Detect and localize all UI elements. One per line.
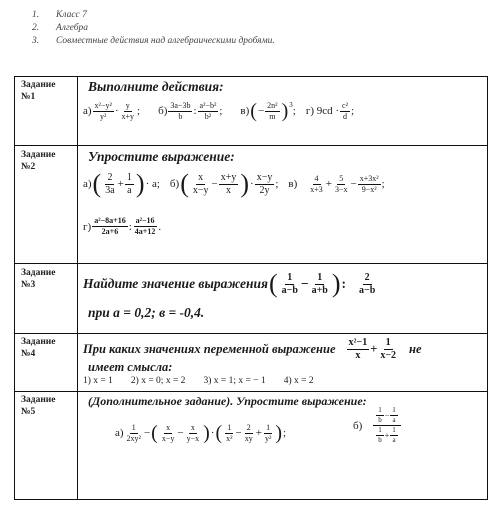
fraction: $\frac{x+y}{x}$ <box>220 171 237 196</box>
task-5-expression-a: а) $\frac{1}{\text{2xy²}}$ − ( $\frac{x}{x-y}$ − $\frac{x}{y-x}$ ) · ( $\frac{1}{\text{x²}}$ − $\frac{2}{xy}$ + $\frac{1}{\text{y²}}$ ) ; <box>115 422 287 444</box>
fraction: $\frac{y}{x+y}$ <box>121 100 135 121</box>
fraction: $\frac{1}{a-b}$ <box>281 271 298 296</box>
task-3-values: при a = 0,2; в = -0,4. <box>88 305 205 320</box>
fraction: $\frac{x}{x-y}$ <box>192 171 209 196</box>
task-5-expression-b: б) $\frac{1}{b}$ − $\frac{1}{a}$ $\frac{1}{b}$ + $\frac{1}{a}$ <box>353 407 402 444</box>
fraction: $\frac{1}{a+b}$ <box>311 271 328 296</box>
complex-fraction: $\frac{1}{b}$ − $\frac{1}{a}$ $\frac{1}{b}$ + $\frac{1}{a}$ <box>373 407 401 444</box>
fraction: $\frac{x}{x-y}$ <box>161 422 175 443</box>
row-divider <box>15 391 487 392</box>
fraction: $\frac{\text{x²−1}}{x}$ <box>348 337 368 361</box>
fraction: $\frac{1}{a}$ <box>392 406 396 424</box>
fraction: $\frac{2}{xy}$ <box>244 422 253 443</box>
task-4-options <box>83 376 314 386</box>
fraction: $\frac{x-y}{2y}$ <box>256 171 273 196</box>
fraction: $\frac{\text{x²−y²}}{\text{y²}}$ <box>94 100 112 121</box>
fraction: $\frac{\text{a²−8a+16}}{2a+6}$ <box>94 216 126 236</box>
fraction: $\frac{1}{a}$ <box>392 426 396 444</box>
answer-option: 1) x = 1 <box>83 376 113 386</box>
fraction: $\frac{1}{a}$ <box>126 171 132 196</box>
task-5-label: Задание №5 <box>21 395 56 417</box>
fraction: $\frac{x}{y-x}$ <box>186 422 200 443</box>
fraction: $\frac{\text{2n²}}{m}$ <box>267 100 278 121</box>
task-2-expressions-row1: а) ( $\frac{2}{3a}$ + $\frac{1}{a}$ ) · a; б) ( $\frac{x}{x-y}$ − $\frac{x+y}{x}$ ) · $\frac{x-y}{2y}$ ; в) $\frac{4}{x+3}$ + $\frac{5}{3-x}$ − $\frac{\text{x+3x²}}{\text{9−x²}}$ ; <box>83 169 385 198</box>
task-4-line2: имеет смысла: <box>88 360 173 374</box>
fraction: $\frac{\text{a²−16}}{4a+12}$ <box>134 216 156 236</box>
answer-option: 2) x = 0; x = 2 <box>130 376 186 386</box>
row-divider <box>15 263 487 264</box>
task-3-label: Задание №3 <box>21 268 56 290</box>
tasks-table <box>14 76 488 500</box>
task-3-expression: Найдите значение выражения ( $\frac{1}{a-b}$ − $\frac{1}{a+b}$ ) : $\frac{2}{a-b}$ <box>83 269 376 298</box>
header-item: 1. Класс 7 <box>32 10 87 20</box>
answer-option: 3) x = 1; x = − 1 <box>203 376 266 386</box>
fraction: $\frac{1}{x-2}$ <box>380 337 397 361</box>
task-2-expressions-row2: г) $\frac{\text{a²−8a+16}}{2a+6}$ : $\frac{\text{a²−16}}{4a+12}$ . <box>83 216 162 236</box>
header-item: 3. Совместные действия над алгебраическими дробями. <box>32 36 275 46</box>
column-divider <box>77 77 78 499</box>
fraction: $\frac{1}{b}$ <box>378 426 382 444</box>
fraction: $\frac{2}{a-b}$ <box>359 271 376 296</box>
task-1-title: Выполните действия: <box>88 79 224 94</box>
row-divider <box>15 145 487 146</box>
header-item: 2. Алгебра <box>32 23 89 33</box>
task-4-expression: При каких значениях переменной выражение $\frac{\text{x²−1}}{x}$ + $\frac{1}{x-2}$ не <box>83 337 422 361</box>
row-divider <box>15 333 487 334</box>
task-4-title: При каких значениях переменной выражение <box>83 342 336 356</box>
fraction: $\frac{1}{\text{x²}}$ <box>226 422 233 443</box>
task-3-title: Найдите значение выражения <box>83 276 268 291</box>
fraction: $\frac{4}{x+3}$ <box>310 173 323 194</box>
fraction: $\frac{3a-3b}{b}$ <box>170 100 191 121</box>
task-2-label: Задание №2 <box>21 150 56 172</box>
fraction: $\frac{5}{3-x}$ <box>335 173 348 194</box>
task-4-label: Задание №4 <box>21 337 56 359</box>
fraction: $\frac{2}{3a}$ <box>105 171 115 196</box>
task-1-expressions: а) $\frac{\text{x²−y²}}{\text{y²}}$ · $\frac{y}{x+y}$ ; б) $\frac{3a-3b}{b}$ : $\frac{\text{a²−b²}}{\text{b²}}$ ; в) ( − $\frac{\text{2n²}}{m}$ ) $^3$ ; г) 9cd · $\frac{\text{c²}}{d}$ ; <box>83 100 355 122</box>
task-5-title: (Дополнительное задание). Упростите выражение: <box>88 394 367 408</box>
fraction: $\frac{\text{c²}}{d}$ <box>342 100 348 121</box>
fraction: $\frac{\text{a²−b²}}{\text{b²}}$ <box>199 100 217 121</box>
fraction: $\frac{\text{x+3x²}}{\text{9−x²}}$ <box>359 173 379 194</box>
task-1-label: Задание №1 <box>21 80 56 102</box>
task-2-title: Упростите выражение: <box>88 149 235 164</box>
answer-option: 4) x = 2 <box>283 376 314 386</box>
fraction: $\frac{1}{\text{2xy²}}$ <box>126 422 141 443</box>
fraction: $\frac{1}{\text{y²}}$ <box>264 422 272 443</box>
fraction: $\frac{1}{b}$ <box>378 406 382 424</box>
header-list <box>32 9 275 48</box>
